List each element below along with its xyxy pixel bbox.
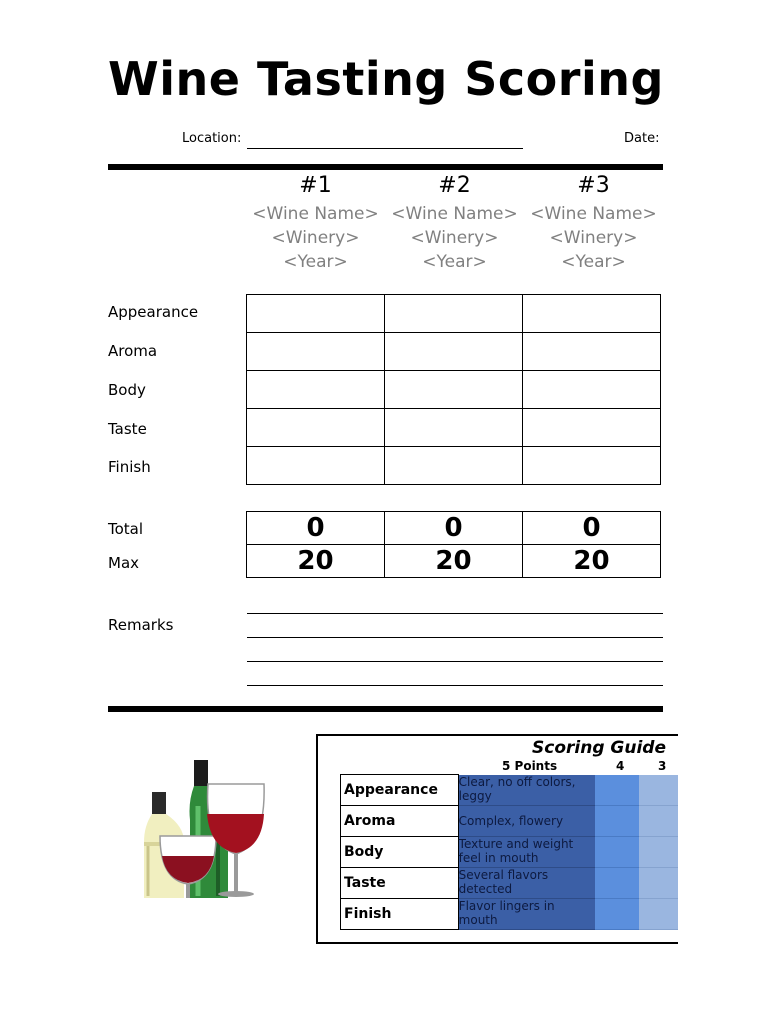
score-cell[interactable] <box>247 447 385 485</box>
total-value: 0 <box>523 512 661 545</box>
guide-header-5: 5 Points <box>502 759 558 773</box>
score-cell[interactable] <box>523 409 661 447</box>
scoring-guide <box>316 734 678 944</box>
remarks-line[interactable] <box>247 613 663 614</box>
score-cell[interactable] <box>247 409 385 447</box>
totals-grid <box>246 511 661 578</box>
guide-row-label: Finish <box>341 899 459 930</box>
guide-row-label: Aroma <box>341 806 459 837</box>
score-cell[interactable] <box>523 295 661 333</box>
max-value: 20 <box>385 545 523 578</box>
guide-cell-3 <box>639 868 678 899</box>
guide-cell-3 <box>639 899 678 930</box>
guide-row <box>341 868 679 899</box>
criterion-finish-label: Finish <box>108 458 151 476</box>
wine-2-name[interactable]: <Wine Name> <box>391 204 518 224</box>
guide-row-label: Taste <box>341 868 459 899</box>
max-row <box>247 545 661 578</box>
wine-bottles-glasses-illustration <box>138 756 270 898</box>
wine-2-number: #2 <box>438 173 471 198</box>
score-cell[interactable] <box>385 333 523 371</box>
wine-3-winery[interactable]: <Winery> <box>549 228 638 248</box>
wine-2-details[interactable] <box>385 202 524 274</box>
guide-cell-3 <box>639 837 678 868</box>
wine-3-name[interactable]: <Wine Name> <box>530 204 657 224</box>
guide-table <box>340 774 678 930</box>
guide-header-3: 3 <box>658 759 667 773</box>
remarks-line[interactable] <box>247 637 663 638</box>
score-row-finish <box>247 447 661 485</box>
date-label: Date: <box>624 131 660 146</box>
max-label: Max <box>108 554 140 572</box>
guide-row-label: Appearance <box>341 775 459 806</box>
guide-cell-4 <box>595 775 638 806</box>
score-row-appearance <box>247 295 661 333</box>
guide-cell-3 <box>639 775 678 806</box>
score-row-aroma <box>247 333 661 371</box>
bottom-divider <box>108 706 663 712</box>
guide-row-desc: Clear, no off colors, leggy <box>458 775 595 806</box>
guide-row-desc: Several flavors detected <box>458 868 595 899</box>
score-cell[interactable] <box>385 295 523 333</box>
wine-3-number: #3 <box>577 173 610 198</box>
page-title: Wine Tasting Scoring <box>108 52 664 106</box>
guide-row-desc: Texture and weight feel in mouth <box>458 837 595 868</box>
score-row-taste <box>247 409 661 447</box>
guide-cell-4 <box>595 868 638 899</box>
wine-1-winery[interactable]: <Winery> <box>271 228 360 248</box>
criterion-body-label: Body <box>108 381 146 399</box>
criterion-aroma-label: Aroma <box>108 342 158 360</box>
score-cell[interactable] <box>385 409 523 447</box>
guide-row <box>341 806 679 837</box>
location-label: Location: <box>182 131 242 146</box>
guide-cell-4 <box>595 899 638 930</box>
wine-1-details[interactable] <box>246 202 385 274</box>
score-cell[interactable] <box>385 447 523 485</box>
scoring-guide-title: Scoring Guide <box>532 738 666 758</box>
score-cell[interactable] <box>247 371 385 409</box>
guide-row-label: Body <box>341 837 459 868</box>
total-value: 0 <box>247 512 385 545</box>
location-field[interactable] <box>247 148 523 149</box>
score-cell[interactable] <box>523 447 661 485</box>
criterion-taste-label: Taste <box>108 420 147 438</box>
remarks-line[interactable] <box>247 661 663 662</box>
wine-2-year[interactable]: <Year> <box>422 252 487 272</box>
guide-cell-3 <box>639 806 678 837</box>
wine-3-details[interactable] <box>524 202 663 274</box>
guide-row <box>341 837 679 868</box>
score-cell[interactable] <box>247 295 385 333</box>
wine-1-name[interactable]: <Wine Name> <box>252 204 379 224</box>
wine-1-number: #1 <box>299 173 332 198</box>
top-divider <box>108 164 663 170</box>
wine-2-winery[interactable]: <Winery> <box>410 228 499 248</box>
score-cell[interactable] <box>523 333 661 371</box>
score-cell[interactable] <box>523 371 661 409</box>
total-row <box>247 512 661 545</box>
score-grid <box>246 294 661 485</box>
guide-row-desc: Flavor lingers in mouth <box>458 899 595 930</box>
max-value: 20 <box>247 545 385 578</box>
remarks-label: Remarks <box>108 616 174 634</box>
guide-row <box>341 775 679 806</box>
guide-row <box>341 899 679 930</box>
guide-header-4: 4 <box>616 759 625 773</box>
total-label: Total <box>108 520 144 538</box>
guide-cell-4 <box>595 837 638 868</box>
guide-row-desc: Complex, flowery <box>458 806 595 837</box>
total-value: 0 <box>385 512 523 545</box>
criterion-appearance-label: Appearance <box>108 303 199 321</box>
score-cell[interactable] <box>385 371 523 409</box>
remarks-line[interactable] <box>247 685 663 686</box>
wine-3-year[interactable]: <Year> <box>561 252 626 272</box>
score-row-body <box>247 371 661 409</box>
wine-1-year[interactable]: <Year> <box>283 252 348 272</box>
max-value: 20 <box>523 545 661 578</box>
guide-cell-4 <box>595 806 638 837</box>
score-cell[interactable] <box>247 333 385 371</box>
